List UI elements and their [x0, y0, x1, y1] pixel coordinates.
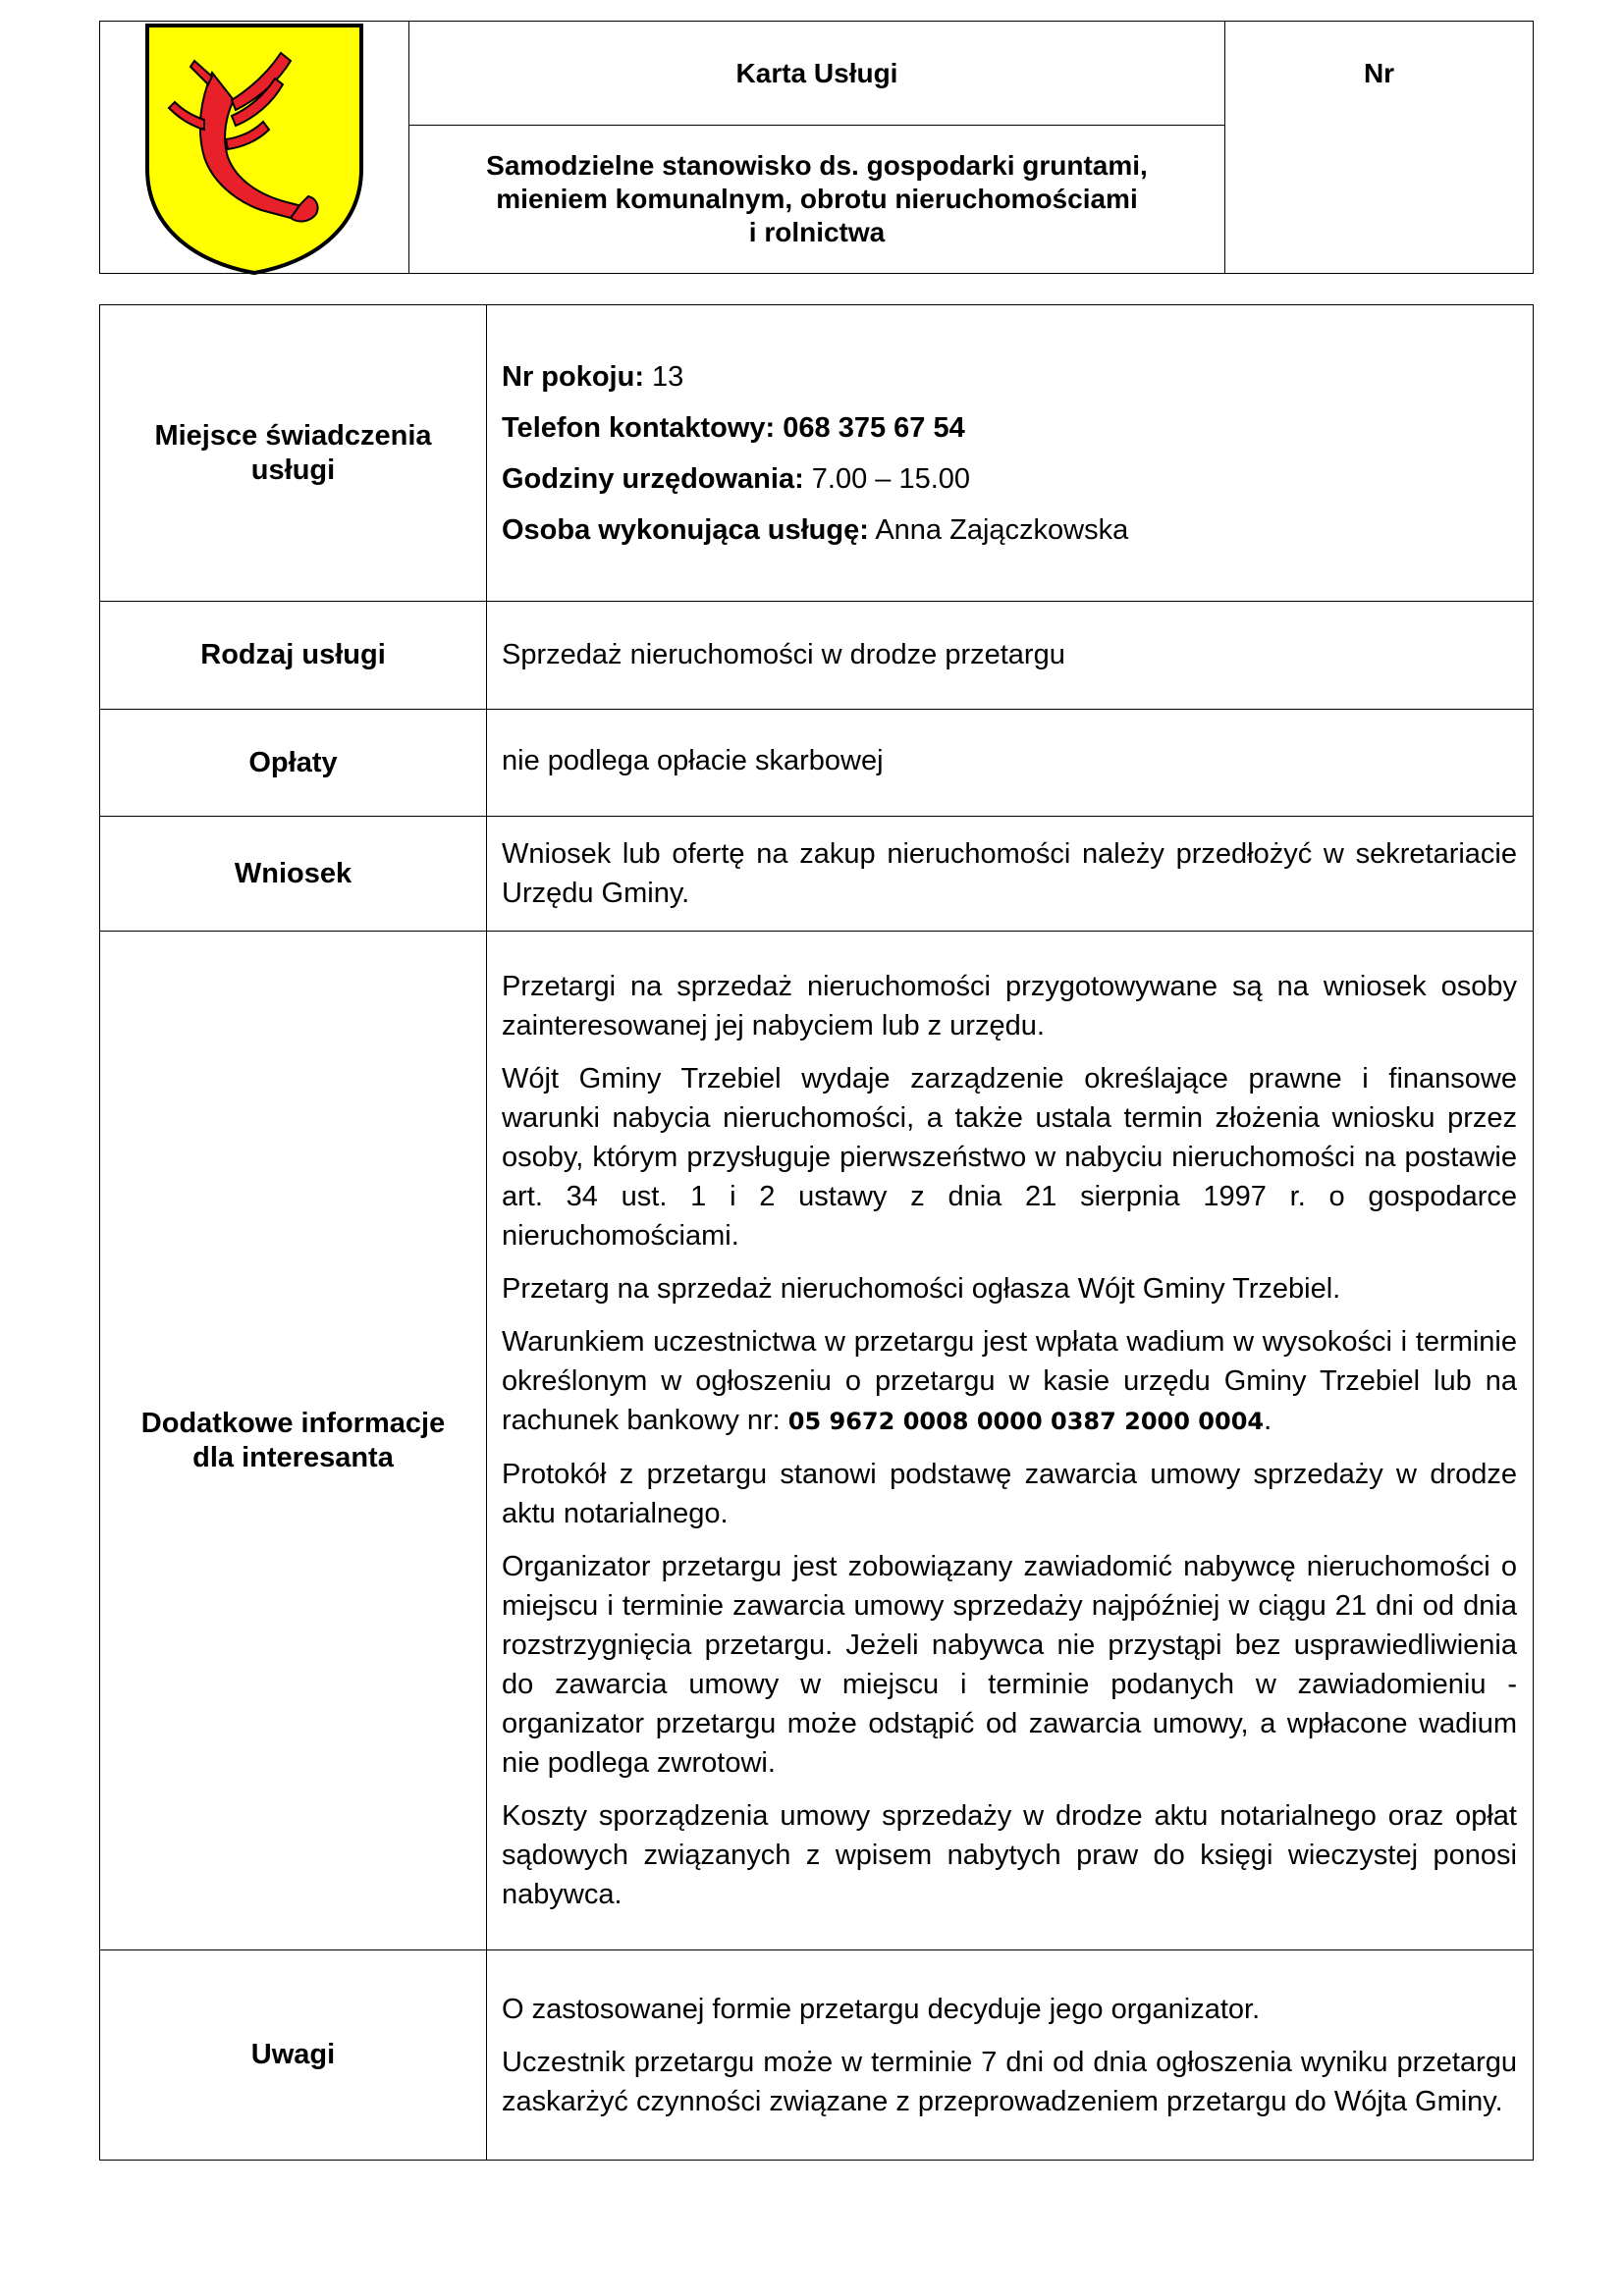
department-line: mieniem komunalnym, obrotu nieruchomościami	[496, 184, 1138, 214]
content-rodzaj: Sprzedaż nieruchomości w drodze przetargu	[487, 602, 1534, 710]
content-wniosek: Wniosek lub ofertę na zakup nieruchomości należy przedłożyć w sekretariacie Urzędu Gminy.	[487, 817, 1534, 932]
label-line: Dodatkowe informacje	[140, 1407, 446, 1439]
nr-value-cell	[1224, 126, 1533, 273]
department-line: i rolnictwa	[748, 217, 886, 247]
hours-value: 7.00 – 15.00	[803, 462, 971, 495]
row-rodzaj	[100, 602, 1534, 710]
content-oplaty: nie podlega opłacie skarbowej	[487, 710, 1534, 817]
department-name	[409, 126, 1224, 273]
paragraph: Organizator przetargu jest zobowiązany zawiadomić nabywcę nieruchomości o miejscu i terminie zawarcia umowy sprzedaży najpóźniej w ciągu 21 dni od dnia rozstrzygnięcia przetargu. Jeżeli nabywca nie przystąpi bez usprawiedliwienia do zawarcia umowy w miejscu i terminie podanych w zawiadomieniu - organizator przetargu może odstąpić od zawarcia umowy, a wpłacone wadium nie podlega zwrotowi.	[502, 1551, 1517, 1779]
label-dodatkowe	[100, 932, 487, 1950]
paragraph: Koszty sporządzenia umowy sprzedaży w drodze aktu notarialnego oraz opłat sądowych związanych z wpisem nabytych praw do księgi wieczystej ponosi nabywca.	[502, 1800, 1517, 1910]
label-line: usługi	[250, 454, 336, 486]
person-value: Anna Zajączkowska	[868, 513, 1129, 546]
bank-account-number: 05 9672 0008 0000 0387 2000 0004	[787, 1408, 1265, 1435]
content-uwagi	[487, 1950, 1534, 2161]
coat-of-arms-icon	[143, 22, 365, 275]
label-wniosek: Wniosek	[100, 817, 487, 932]
paragraph	[502, 1322, 1517, 1441]
content-dodatkowe	[487, 932, 1534, 1950]
paragraph-text: Warunkiem uczestnictwa w przetargu jest wpłata wadium w wysokości i terminie określonym w ogłoszeniu o przetargu w kasie urzędu Gminy Trzebiel lub na rachunek bankowy nr:	[502, 1326, 1517, 1436]
label-line: dla interesanta	[192, 1441, 394, 1473]
room-value: 13	[644, 360, 684, 393]
person-label: Osoba wykonująca usługę:	[502, 513, 869, 546]
content-miejsce	[487, 305, 1534, 602]
row-miejsce	[100, 305, 1534, 602]
crest-cell	[100, 22, 409, 273]
department-line: Samodzielne stanowisko ds. gospodarki gruntami,	[486, 150, 1148, 181]
row-dodatkowe	[100, 932, 1534, 1950]
label-uwagi: Uwagi	[100, 1950, 487, 2161]
nr-label: Nr	[1224, 22, 1533, 126]
label-miejsce	[100, 305, 487, 602]
label-line: Miejsce świadczenia	[154, 419, 432, 452]
paragraph: Wójt Gminy Trzebiel wydaje zarządzenie określające prawne i finansowe warunki nabycia nieruchomości, a także ustala termin złożenia wniosku przez osoby, którym przysługuje pierwszeństwo w nabyciu nieruchomości na postawie art. 34 ust. 1 i 2 ustawy z dnia 21 sierpnia 1997 r. o gospodarce nieruchomościami.	[502, 1063, 1517, 1252]
header-table	[99, 21, 1534, 274]
room-label: Nr pokoju:	[502, 360, 644, 393]
paragraph: O zastosowanej formie przetargu decyduje jego organizator.	[502, 1993, 1261, 2025]
paragraph: Uczestnik przetargu może w terminie 7 dni od dnia ogłoszenia wyniku przetargu zaskarżyć czynności związane z przeprowadzeniem przetargu do Wójta Gminy.	[502, 2046, 1517, 2117]
hours-label: Godziny urzędowania:	[502, 462, 804, 495]
label-oplaty: Opłaty	[100, 710, 487, 817]
paragraph: Przetarg na sprzedaż nieruchomości ogłasza Wójt Gminy Trzebiel.	[502, 1273, 1341, 1305]
row-uwagi	[100, 1950, 1534, 2161]
paragraph: Przetargi na sprzedaż nieruchomości przygotowywane są na wniosek osoby zainteresowanej jej nabyciem lub z urzędu.	[502, 971, 1517, 1041]
service-table	[99, 304, 1534, 2161]
phone-label: Telefon kontaktowy: 068 375 67 54	[502, 411, 965, 444]
paragraph: Protokół z przetargu stanowi podstawę zawarcia umowy sprzedaży w drodze aktu notarialnego.	[502, 1459, 1517, 1529]
label-rodzaj: Rodzaj usługi	[100, 602, 487, 710]
card-title: Karta Usługi	[409, 22, 1224, 126]
row-wniosek	[100, 817, 1534, 932]
row-oplaty	[100, 710, 1534, 817]
paragraph-end: .	[1264, 1405, 1272, 1436]
